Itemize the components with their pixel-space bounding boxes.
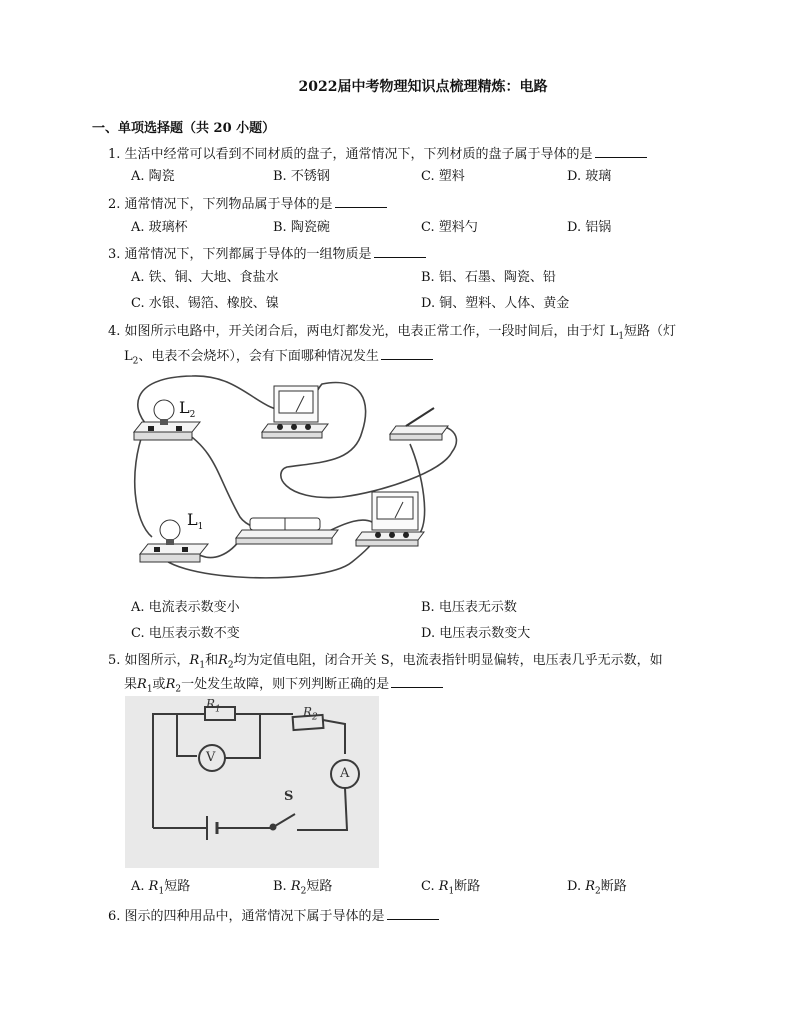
q2-option-b[interactable]: B. 陶瓷碗 [273, 220, 330, 235]
question-4-stem-line2: $L_2$、电表不会烧坏），会有下面哪种情况发生 [124, 345, 433, 367]
fig-label-l1: $L_1$ [187, 510, 204, 533]
q3-option-a[interactable]: A. 铁、铜、大地、食盐水 [131, 270, 279, 285]
q5-option-c[interactable]: C. $R_1$断路 [421, 879, 481, 897]
q4-option-a[interactable]: A. 电流表示数变小 [131, 600, 240, 615]
q5-option-d[interactable]: D. $R_2$断路 [567, 879, 627, 897]
q4-option-d[interactable]: D. 电压表示数变大 [421, 626, 531, 641]
answer-blank[interactable] [391, 677, 443, 688]
fig-label-r2: $R_2$ [303, 705, 318, 723]
question-3-stem: 3. 通常情况下，下列都属于导体的一组物质是 [108, 243, 426, 262]
answer-blank[interactable] [595, 147, 647, 158]
section-heading: 一、单项选择题（共 20 小题） [92, 121, 276, 136]
fig-label-r1: $R_1$ [206, 697, 221, 715]
q3-option-d[interactable]: D. 铜、塑料、人体、黄金 [421, 296, 570, 311]
q1-option-a[interactable]: A. 陶瓷 [131, 169, 175, 184]
question-5-stem-line2: 果$R_1$或$R_2$一处发生故障，则下列判断正确的是 [124, 673, 443, 695]
answer-blank[interactable] [335, 197, 387, 208]
circuit-photo-figure [122, 372, 462, 588]
q2-option-c[interactable]: C. 塑料勺 [421, 220, 478, 235]
page-title: 2022届中考物理知识点梳理精炼：电路 [298, 79, 548, 95]
fig-label-ammeter: A [340, 766, 350, 781]
q5-option-a[interactable]: A. $R_1$短路 [131, 879, 191, 897]
q1-option-c[interactable]: C. 塑料 [421, 169, 465, 184]
question-4-stem-line1: 4. 如图所示电路中，开关闭合后，两电灯都发光，电表正常工作，一段时间后，由于灯 $L_1$短路（灯 [108, 324, 677, 342]
q5-option-b[interactable]: B. $R_2$短路 [273, 879, 333, 897]
q3-option-b[interactable]: B. 铝、石墨、陶瓷、铅 [421, 270, 556, 285]
question-1-stem: 1. 生活中经常可以看到不同材质的盘子，通常情况下，下列材质的盘子属于导体的是 [108, 143, 647, 162]
fig-label-switch: S [284, 789, 294, 804]
q1-option-b[interactable]: B. 不锈钢 [273, 169, 330, 184]
answer-blank[interactable] [374, 247, 426, 258]
answer-blank[interactable] [387, 909, 439, 920]
q3-option-c[interactable]: C. 水银、锡箔、橡胶、镍 [131, 296, 279, 311]
fig-label-voltmeter: V [206, 750, 216, 765]
q4-option-b[interactable]: B. 电压表无示数 [421, 600, 517, 615]
fig-label-l2: $L_2$ [179, 398, 196, 421]
question-6-stem: 6. 图示的四种用品中，通常情况下属于导体的是 [108, 905, 439, 924]
circuit-diagram-figure [125, 696, 379, 868]
q2-option-d[interactable]: D. 铝锅 [567, 220, 612, 235]
answer-blank[interactable] [381, 349, 433, 360]
question-2-stem: 2. 通常情况下，下列物品属于导体的是 [108, 193, 387, 212]
question-5-stem-line1: 5. 如图所示，$R_1$和$R_2$均为定值电阻，闭合开关 S，电流表指针明显偏转，电压表几乎无示数，如 [108, 653, 663, 671]
q4-option-c[interactable]: C. 电压表示数不变 [131, 626, 240, 641]
q1-option-d[interactable]: D. 玻璃 [567, 169, 612, 184]
q2-option-a[interactable]: A. 玻璃杯 [131, 220, 188, 235]
